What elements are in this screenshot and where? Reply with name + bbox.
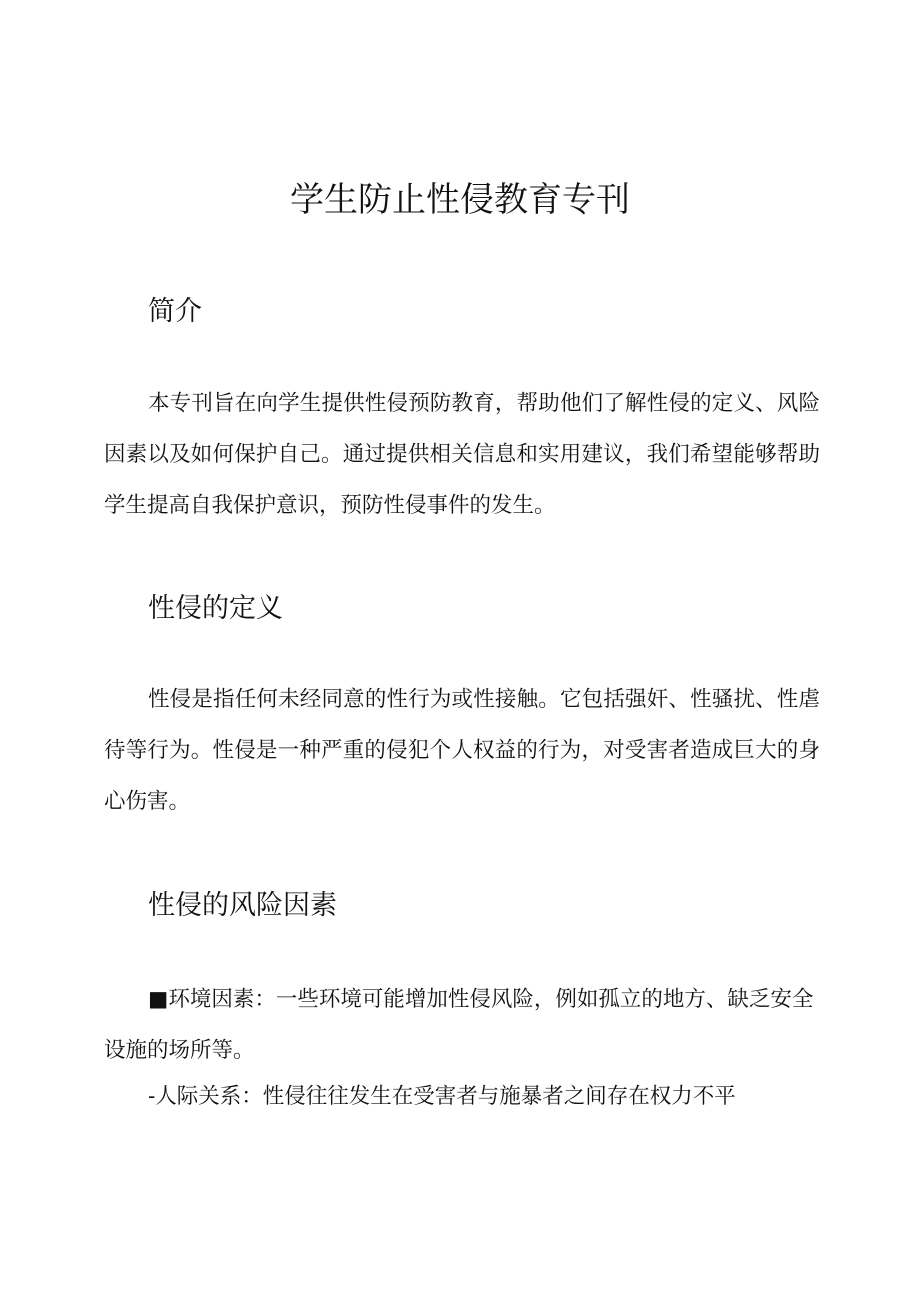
section-heading-intro: 简介: [148, 296, 202, 327]
list-item-environment-factor: ■环境因素：一些环境可能增加性侵风险，例如孤立的地方、缺乏安全设施的场所等。: [104, 987, 814, 1063]
section-paragraph-definition: 性侵是指任何未经同意的性行为或性接触。它包括强奸、性骚扰、性虐待等行为。性侵是一种严重的侵犯个人权益的行为，对受害者造成巨大的身心伤害。: [104, 687, 820, 814]
section-paragraph-intro: 本专刊旨在向学生提供性侵预防教育，帮助他们了解性侵的定义、风险因素以及如何保护自己。通过提供相关信息和实用建议，我们希望能够帮助学生提高自我保护意识，预防性侵事件的发生。: [104, 391, 820, 518]
list-item-interpersonal-factor: -人际关系：性侵往往发生在受害者与施暴者之间存在权力不平: [148, 1084, 736, 1109]
section-heading-risk-factors: 性侵的风险因素: [148, 890, 337, 921]
document-title: 学生防止性侵教育专刊: [290, 180, 630, 220]
section-heading-definition: 性侵的定义: [148, 593, 283, 624]
